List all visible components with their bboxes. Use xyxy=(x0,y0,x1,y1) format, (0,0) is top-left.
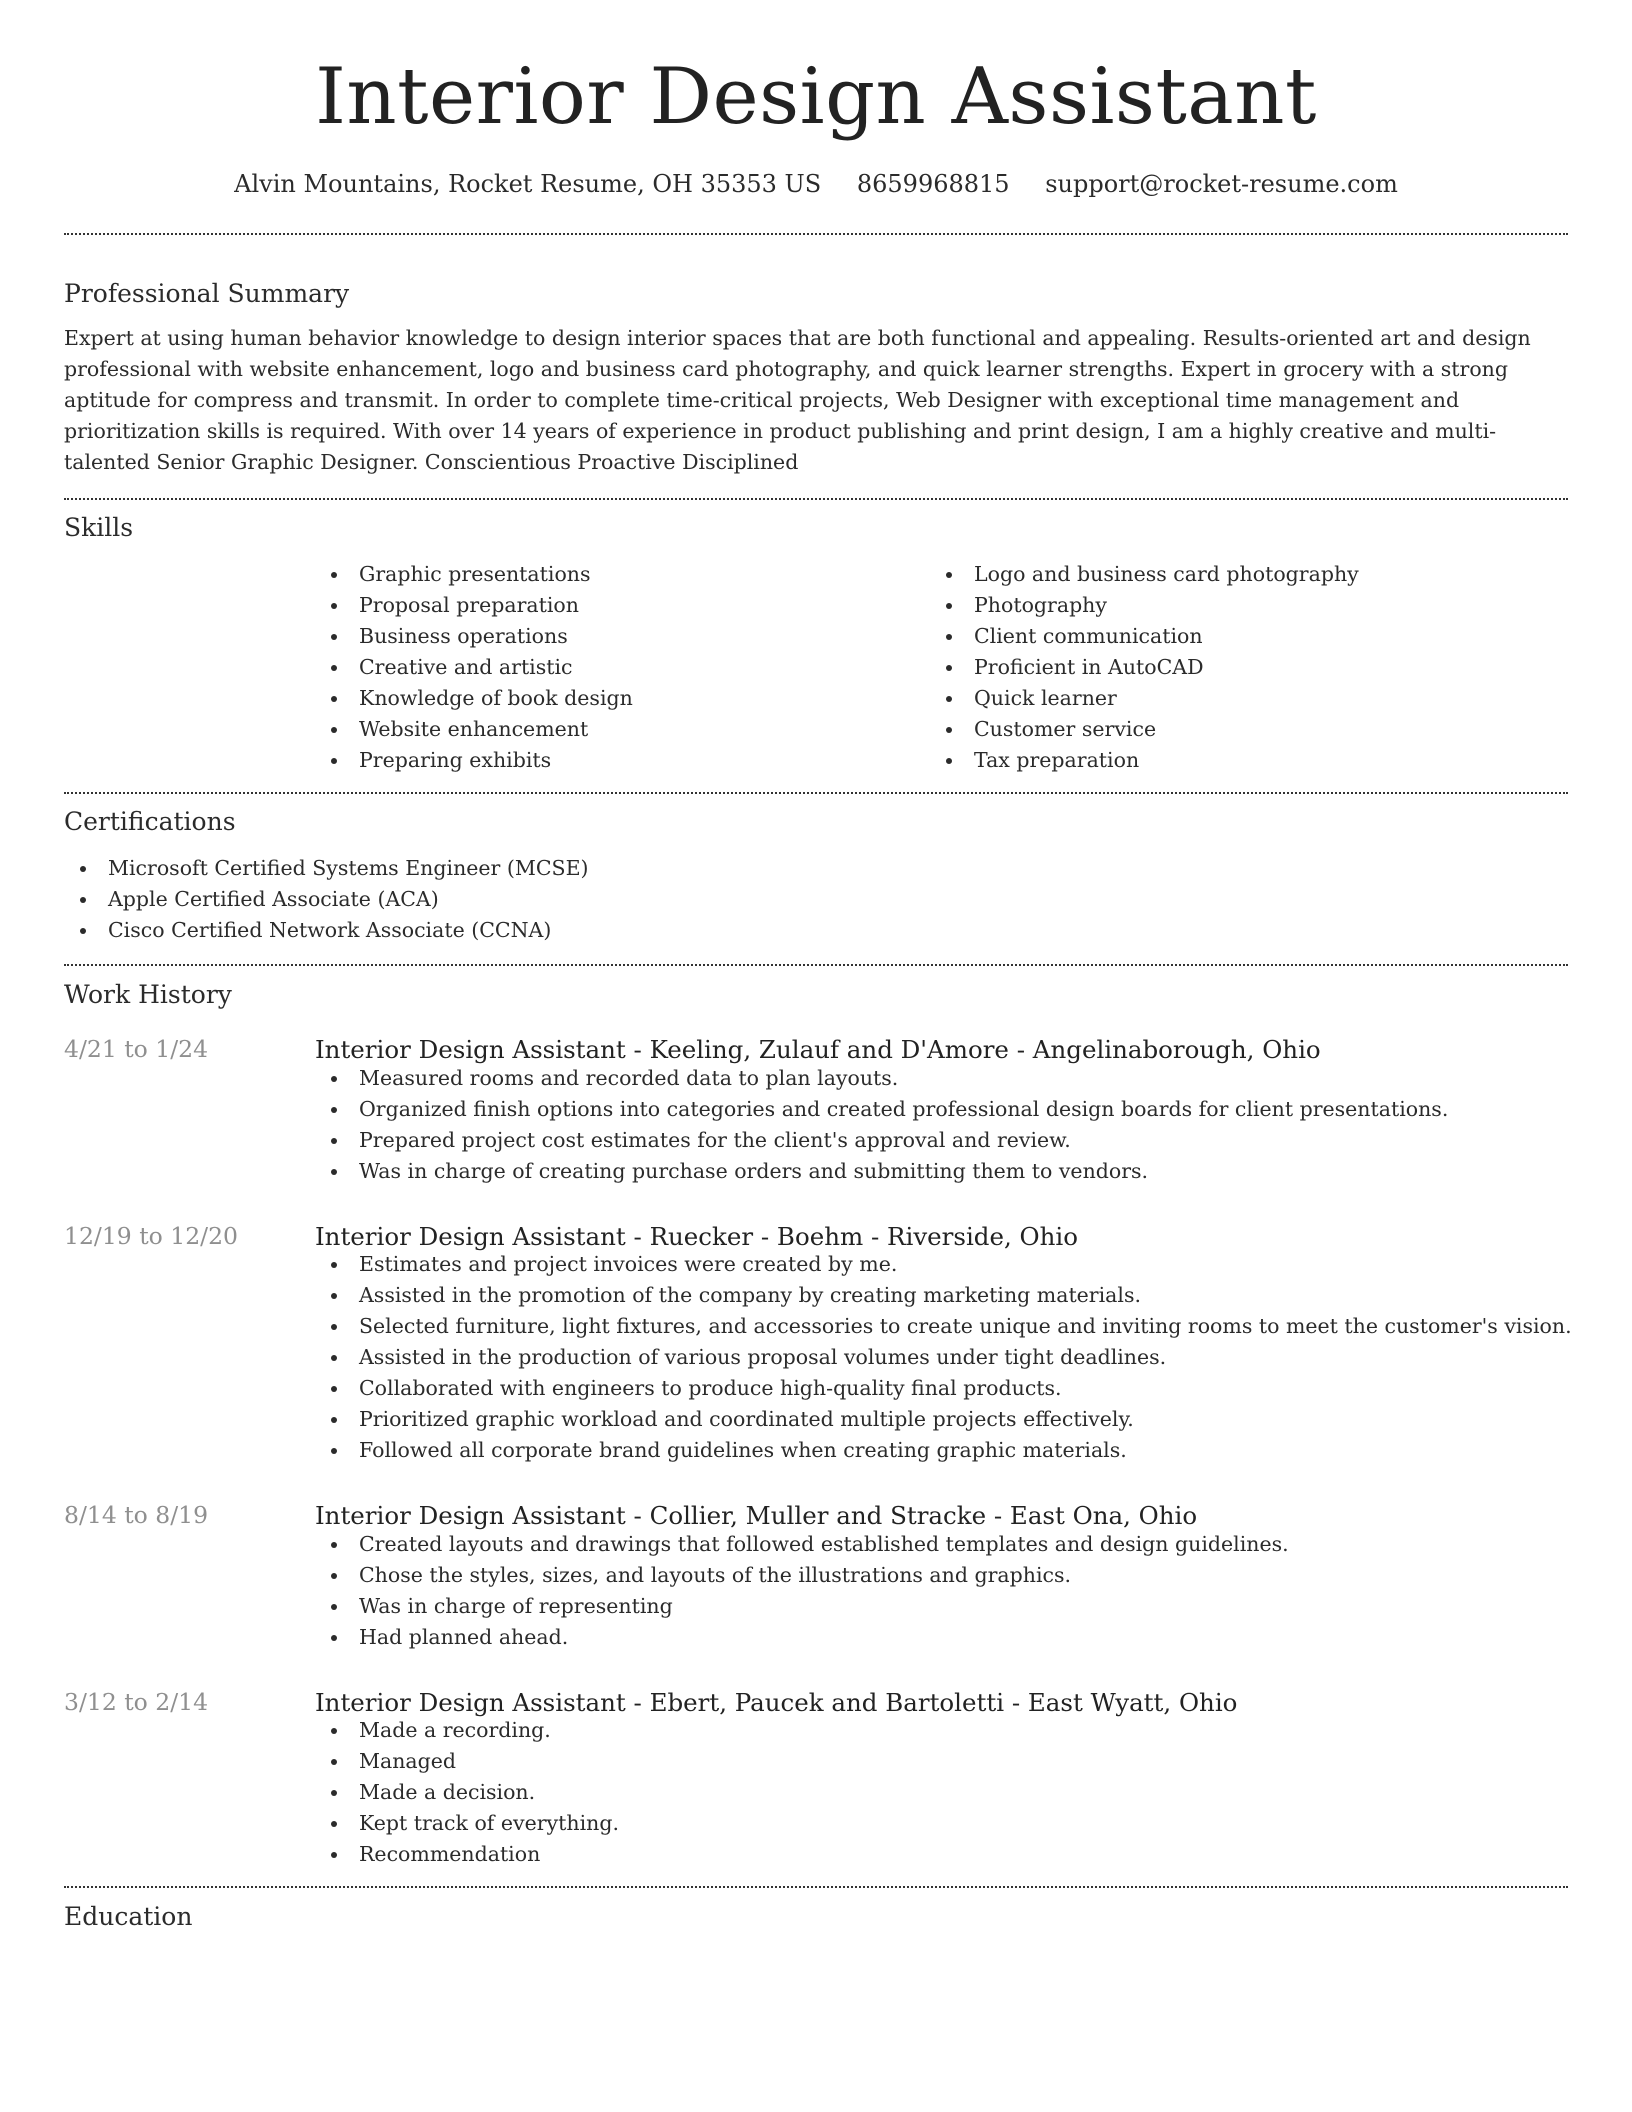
skill-item: Website enhancement xyxy=(315,714,930,745)
certification-item: Apple Certified Associate (ACA) xyxy=(64,884,1568,915)
skill-item: Proposal preparation xyxy=(315,590,930,621)
section-title-summary: Professional Summary xyxy=(64,279,350,308)
skills-columns xyxy=(315,559,1568,776)
job-bullet: Assisted in the production of various proposal volumes under tight deadlines. xyxy=(315,1342,1568,1373)
job-bullet: Prepared project cost estimates for the client's approval and review. xyxy=(315,1125,1568,1156)
job-bullet: Made a decision. xyxy=(315,1777,1568,1808)
job-entry xyxy=(64,1221,1572,1467)
certification-item: Microsoft Certified Systems Engineer (MCSE) xyxy=(64,853,1568,884)
certifications-list xyxy=(64,853,1568,946)
skills-section xyxy=(64,515,1568,776)
skill-item: Client communication xyxy=(930,621,1545,652)
job-bullet: Kept track of everything. xyxy=(315,1808,1568,1839)
skill-item: Preparing exhibits xyxy=(315,745,930,776)
job-date: 4/21 to 1/24 xyxy=(64,1035,209,1063)
job-bullet: Had planned ahead. xyxy=(315,1622,1568,1653)
resume-page xyxy=(64,0,1572,1931)
certification-item: Cisco Certified Network Associate (CCNA) xyxy=(64,915,1568,946)
skills-list-left xyxy=(315,559,930,776)
section-title-education: Education xyxy=(64,1902,193,1931)
skill-item: Creative and artistic xyxy=(315,652,930,683)
skill-item: Logo and business card photography xyxy=(930,559,1545,590)
job-title: Interior Design Assistant - Keeling, Zulauf and D'Amore - Angelinaborough, Ohio xyxy=(315,1035,1321,1064)
section-title-work-history: Work History xyxy=(64,980,232,1009)
job-title: Interior Design Assistant - Ruecker - Boehm - Riverside, Ohio xyxy=(315,1221,1079,1251)
skill-item: Graphic presentations xyxy=(315,559,930,590)
job-bullet: Was in charge of creating purchase orders and submitting them to vendors. xyxy=(315,1156,1568,1187)
skill-item: Tax preparation xyxy=(930,745,1545,776)
divider xyxy=(64,233,1568,235)
summary-section xyxy=(64,281,1568,478)
divider xyxy=(64,964,1568,966)
job-title: Interior Design Assistant - Collier, Muller and Stracke - East Ona, Ohio xyxy=(315,1501,1198,1530)
contact-email: support@rocket-resume.com xyxy=(1045,170,1398,198)
job-entry xyxy=(64,1035,1568,1187)
education-section xyxy=(64,1904,1568,1929)
skills-column-left xyxy=(315,559,930,776)
skills-list-right xyxy=(930,559,1545,776)
contact-phone: 8659968815 xyxy=(856,170,1010,198)
divider xyxy=(64,792,1568,794)
skills-column-right xyxy=(930,559,1545,776)
resume-name: Interior Design Assistant xyxy=(315,52,1317,142)
job-bullets xyxy=(315,1249,1572,1466)
section-title-certifications: Certifications xyxy=(64,807,236,836)
job-bullet: Organized finish options into categories and created professional design boards for client presentations. xyxy=(315,1094,1568,1125)
skill-item: Knowledge of book design xyxy=(315,683,930,714)
job-entry xyxy=(64,1687,1568,1871)
certifications-section xyxy=(64,809,1568,946)
job-bullet: Selected furniture, light fixtures, and accessories to create unique and inviting rooms to meet the customer's vision. xyxy=(315,1311,1568,1342)
job-bullet: Prioritized graphic workload and coordinated multiple projects effectively. xyxy=(315,1404,1568,1435)
job-date: 12/19 to 12/20 xyxy=(64,1221,238,1250)
job-bullet: Managed xyxy=(315,1746,1568,1777)
job-bullet: Collaborated with engineers to produce high-quality final products. xyxy=(315,1373,1568,1404)
divider xyxy=(64,1886,1568,1888)
job-bullet: Recommendation xyxy=(315,1839,1568,1870)
job-bullet: Chose the styles, sizes, and layouts of the illustrations and graphics. xyxy=(315,1560,1568,1591)
job-bullet: Made a recording. xyxy=(315,1715,1568,1746)
job-bullet: Was in charge of representing xyxy=(315,1591,1568,1622)
job-date: 8/14 to 8/19 xyxy=(64,1501,209,1529)
job-date: 3/12 to 2/14 xyxy=(64,1687,209,1716)
job-bullets xyxy=(315,1063,1568,1187)
job-bullet: Created layouts and drawings that followed established templates and design guidelines. xyxy=(315,1529,1568,1560)
job-bullet: Estimates and project invoices were created by me. xyxy=(315,1249,1568,1280)
divider xyxy=(64,498,1568,500)
job-title: Interior Design Assistant - Ebert, Paucek and Bartoletti - East Wyatt, Ohio xyxy=(315,1687,1238,1717)
job-bullets xyxy=(315,1715,1568,1870)
skill-item: Quick learner xyxy=(930,683,1545,714)
skill-item: Customer service xyxy=(930,714,1545,745)
work-history-section xyxy=(64,980,1572,1870)
job-entry xyxy=(64,1501,1568,1653)
section-title-skills: Skills xyxy=(64,513,134,542)
skill-item: Photography xyxy=(930,590,1545,621)
contact-line xyxy=(64,172,1568,196)
skill-item: Proficient in AutoCAD xyxy=(930,652,1545,683)
summary-text: Expert at using human behavior knowledge to design interior spaces that are both functional and appealing. Results-oriented art and design professional with website enhancement, logo and business card photography, and quick learner strengths. Expert in grocery with a strong aptitude for compress and transmit. In order to complete time-critical projects, Web Designer with exceptional time management and prioritization skills is required. With over 14 years of experience in product publishing and print design, I am a highly creative and multi-talented Senior Graphic Designer. Conscientious Proactive Disciplined xyxy=(64,326,1531,474)
job-bullet: Followed all corporate brand guidelines when creating graphic materials. xyxy=(315,1435,1568,1466)
contact-address: Alvin Mountains, Rocket Resume, OH 35353 US xyxy=(234,170,822,198)
job-bullets xyxy=(315,1529,1568,1653)
skill-item: Business operations xyxy=(315,621,930,652)
job-bullet: Measured rooms and recorded data to plan layouts. xyxy=(315,1063,1568,1094)
job-bullet: Assisted in the promotion of the company by creating marketing materials. xyxy=(315,1280,1568,1311)
